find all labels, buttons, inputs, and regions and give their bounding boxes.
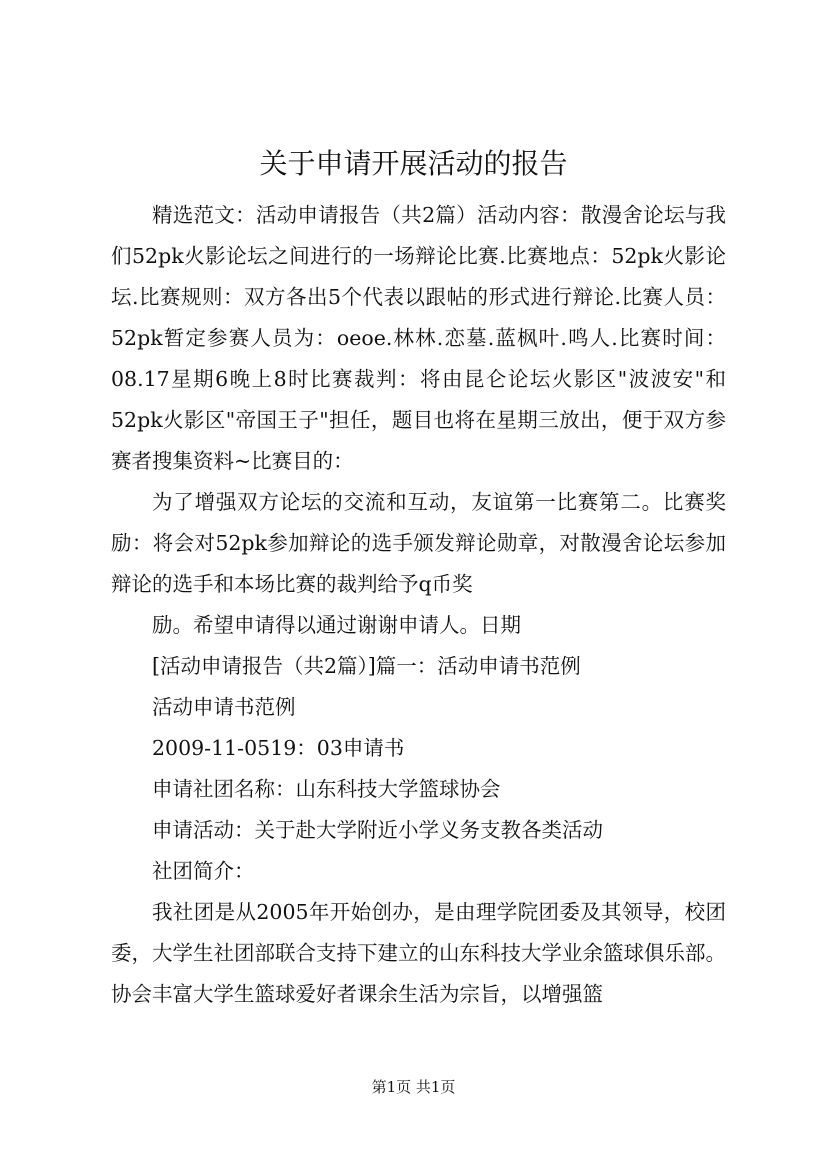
body-paragraph: 精选范文：活动申请报告（共2篇）活动内容：散漫舍论坛与我们52pk火影论坛之间进行的一场辩论比赛.比赛地点：52pk火影论坛.比赛规则：双方各出5个代表以跟帖的形式进行辩论.比赛人员：52pk暂定参赛人员为：oeoe.林林.恋墓.蓝枫叶.鸣人.比赛时间：08.17星期6晚上8时比赛裁判：将由昆仑论坛火影区"波波安"和52pk火影区"帝国王子"担任，题目也将在星期三放出，便于双方参赛者搜集资料~比赛目的： bbox=[111, 203, 726, 473]
body-paragraph: 为了增强双方论坛的交流和互动，友谊第一比赛第二。比赛奖励：将会对52pk参加辩论的选手颁发辩论勋章，对散漫舍论坛参加辩论的选手和本场比赛的裁判给予q币奖 bbox=[111, 490, 726, 596]
body-line: 2009-11-0519：03申请书 bbox=[152, 736, 405, 760]
page-title: 关于申请开展活动的报告 bbox=[259, 147, 568, 180]
body-line: 励。希望申请得以通过谢谢申请人。日期 bbox=[152, 613, 521, 637]
body-paragraph: 我社团是从2005年开始创办，是由理学院团委及其领导，校团委，大学生社团部联合支持下建立的山东科技大学业余篮球俱乐部。协会丰富大学生篮球爱好者课余生活为宗旨，以增强篮 bbox=[111, 900, 726, 1006]
body-line: 申请活动：关于赴大学附近小学义务支教各类活动 bbox=[152, 818, 603, 842]
body-line: 活动申请书范例 bbox=[152, 695, 296, 719]
body-line: 社团简介： bbox=[152, 859, 255, 883]
body-line: 申请社团名称：山东科技大学篮球协会 bbox=[152, 777, 501, 801]
page-footer: 第1页 共1页 bbox=[371, 1078, 456, 1096]
document-body bbox=[111, 195, 726, 1015]
body-line: [活动申请报告（共2篇）]篇一：活动申请书范例 bbox=[152, 654, 581, 678]
